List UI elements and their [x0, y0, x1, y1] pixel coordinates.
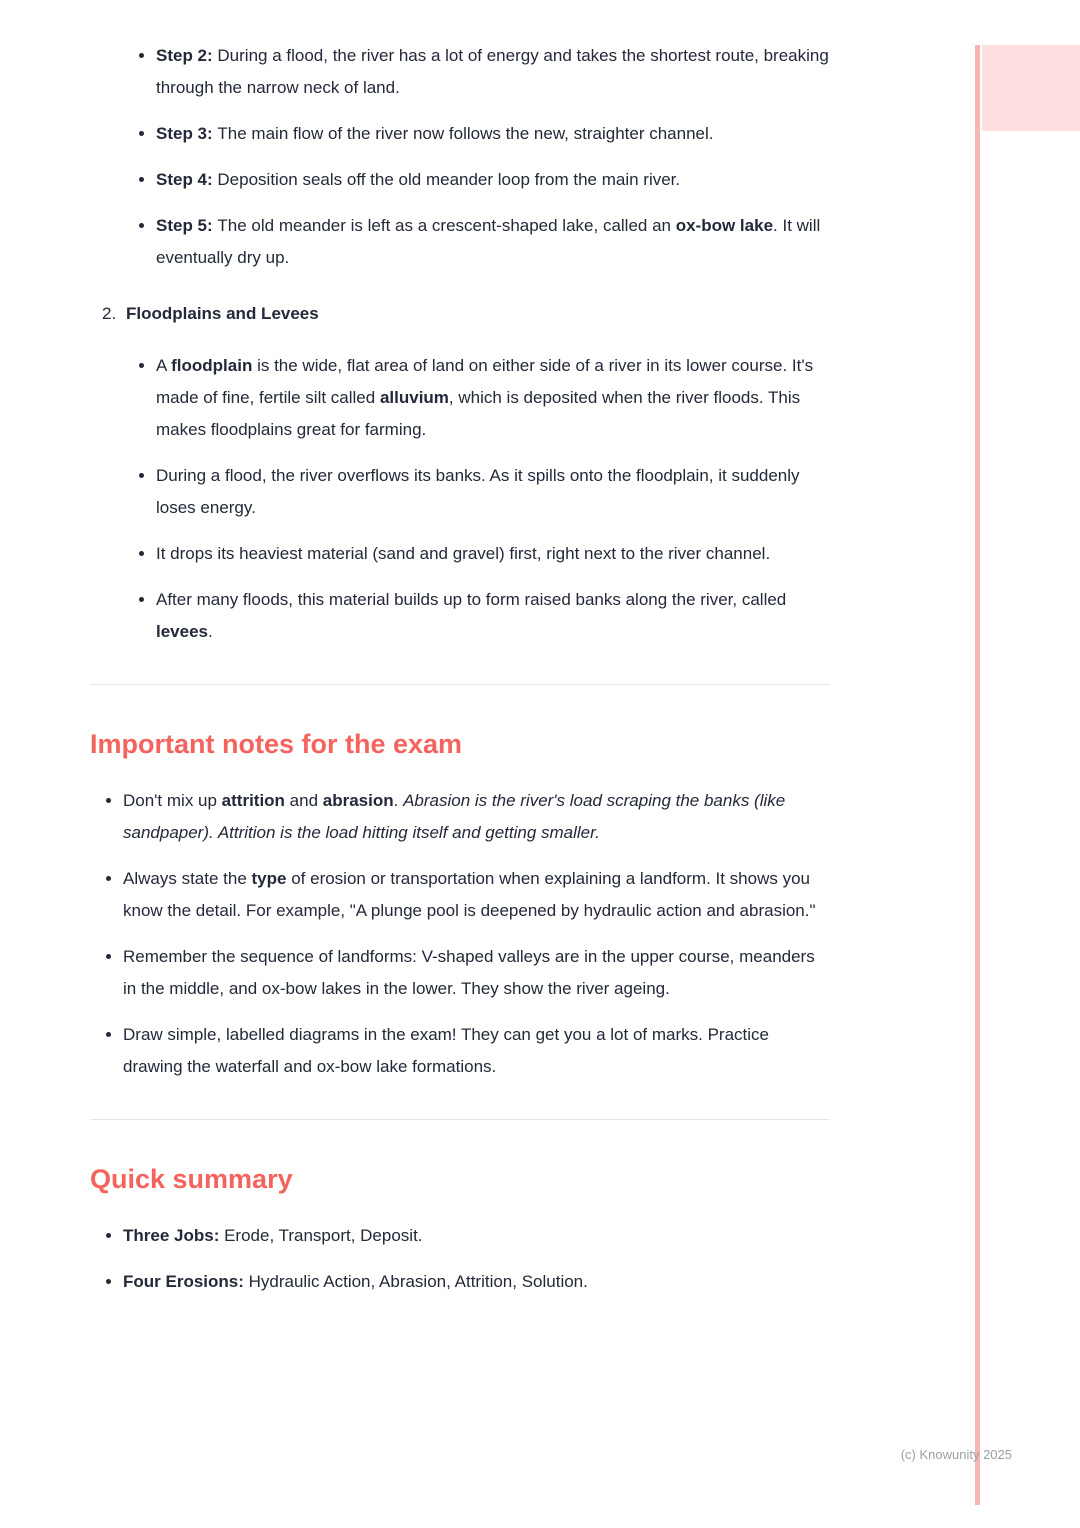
list-item	[123, 941, 830, 1005]
list-number: 2.	[102, 304, 117, 323]
numbered-item-label: Floodplains and Levees	[126, 304, 319, 323]
list-item	[156, 40, 831, 104]
text-run: . It will eventually dry up.	[156, 216, 821, 267]
text-run: Draw simple, labelled diagrams in the exam! They can get you a lot of marks. Practice drawing the waterfall and ox-bow lake formations.	[123, 1025, 769, 1076]
section-divider	[90, 684, 830, 685]
text-run: levees	[156, 622, 208, 641]
text-run: Step 2:	[156, 46, 218, 65]
section-divider	[90, 1119, 830, 1120]
list-item	[156, 350, 831, 446]
text-run: and	[284, 791, 323, 810]
text-run: Step 5:	[156, 216, 218, 235]
text-run: .	[208, 622, 213, 641]
text-run: Three Jobs:	[123, 1226, 225, 1245]
text-run: Abrasion is the river's load scraping the banks (like sandpaper). Attrition is the load hitting itself and getting smaller.	[123, 791, 786, 842]
text-run: of erosion or transportation when explaining a landform. It shows you know the detail. For example, "A plunge pool is deepened by hydraulic action and abrasion."	[123, 869, 816, 920]
page-footer-copyright: (c) Knowunity 2025	[900, 1447, 1012, 1462]
text-run: Hydraulic Action, Abrasion, Attrition, Solution.	[248, 1272, 588, 1291]
text-run: The main flow of the river now follows the new, straighter channel.	[217, 124, 714, 143]
text-run: The old meander is left as a crescent-shaped lake, called an	[217, 216, 676, 235]
text-run: During a flood, the river overflows its banks. As it spills onto the floodplain, it suddenly loses energy.	[156, 466, 800, 517]
list-item	[123, 1266, 830, 1298]
corner-decoration-rect	[982, 45, 1080, 131]
text-run: During a flood, the river has a lot of energy and takes the shortest route, breaking through the narrow neck of land.	[156, 46, 829, 97]
text-run: Step 3:	[156, 124, 218, 143]
text-run: type	[251, 869, 287, 888]
text-run: Remember the sequence of landforms: V-shaped valleys are in the upper course, meanders in the middle, and ox-bow lakes in the lower. They show the river ageing.	[123, 947, 815, 998]
text-run: , which is deposited when the river floods. This makes floodplains great for farming.	[156, 388, 801, 439]
document-content	[90, 40, 835, 1312]
list-item	[156, 584, 831, 648]
quick-summary-bullet-list	[90, 1220, 830, 1298]
text-run: It drops its heaviest material (sand and gravel) first, right next to the river channel.	[156, 544, 771, 563]
list-item	[156, 460, 831, 524]
text-run: .	[393, 791, 404, 810]
exam-notes-bullet-list	[90, 785, 830, 1083]
text-run: is the wide, flat area of land on either side of a river in its lower course. It's made of fine, fertile silt called	[156, 356, 814, 407]
text-run: Deposition seals off the old meander loop from the main river.	[217, 170, 681, 189]
list-item	[123, 1019, 830, 1083]
list-item	[156, 210, 831, 274]
text-run: Four Erosions:	[123, 1272, 249, 1291]
text-run: ox-bow lake	[675, 216, 774, 235]
list-item	[156, 118, 831, 150]
text-run: A	[156, 356, 172, 375]
text-run: Always state the	[123, 869, 252, 888]
text-run: attrition	[221, 791, 285, 810]
text-run: Erode, Transport, Deposit.	[224, 1226, 423, 1245]
text-run: abrasion	[322, 791, 394, 810]
floodplain-bullet-list	[90, 350, 831, 648]
list-item	[123, 1220, 830, 1252]
text-run: After many floods, this material builds up to form raised banks along the river, called	[156, 590, 787, 609]
oxbow-steps-list	[90, 40, 831, 274]
text-run: Step 4:	[156, 170, 218, 189]
list-item	[123, 785, 830, 849]
section-heading-exam-notes: Important notes for the exam	[90, 729, 463, 759]
numbered-item-floodplains	[102, 298, 835, 330]
list-item	[156, 538, 831, 570]
vertical-decoration-line	[975, 45, 980, 1505]
text-run: floodplain	[171, 356, 253, 375]
text-run: alluvium	[379, 388, 449, 407]
list-item	[123, 863, 830, 927]
section-heading-quick-summary: Quick summary	[90, 1164, 293, 1194]
list-item	[156, 164, 831, 196]
text-run: Don't mix up	[123, 791, 222, 810]
